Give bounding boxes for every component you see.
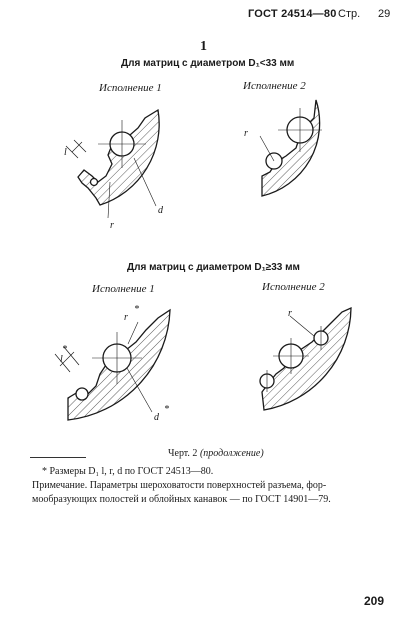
drawing-g2-v1	[55, 310, 170, 420]
g2-label-d: d	[154, 412, 159, 423]
section-number: 1	[200, 39, 207, 54]
group1-variant2-label: Исполнение 2	[243, 80, 306, 92]
figure-caption	[168, 448, 264, 459]
g1-label-d: d	[158, 205, 163, 216]
g2-label-r: r	[124, 312, 128, 323]
g2-label-r-star: *	[134, 304, 139, 315]
figure-caption-suffix: (продолжение)	[199, 448, 264, 459]
drawing-g2-v2	[260, 308, 351, 410]
figure-caption-prefix: Черт. 2	[168, 448, 198, 459]
g2-label-d-star: *	[164, 404, 169, 415]
g2-label-l: l	[60, 354, 63, 365]
g1-label-l: l	[64, 147, 67, 158]
g2v2-label-r: r	[288, 308, 292, 319]
footnote-rule	[30, 457, 86, 458]
note-line-1: Примечание. Параметры шероховатости поверхностей разъема, фор-	[32, 480, 327, 491]
group2-variant2-label: Исполнение 2	[262, 281, 325, 293]
header-page-number: 29	[378, 8, 391, 20]
g2-label-l-star: *	[62, 344, 67, 355]
g1v2-label-r: r	[244, 128, 248, 139]
header-standard: ГОСТ 24514—80	[248, 8, 337, 20]
group1-variant1-label: Исполнение 1	[99, 82, 162, 94]
drawing-g1-v2	[260, 100, 322, 196]
g1-label-r: r	[110, 220, 114, 231]
folio-page-number: 209	[364, 594, 385, 608]
group2-variant1-label: Исполнение 1	[92, 283, 155, 295]
group1-caption: Для матриц с диаметром D₁<33 мм	[121, 58, 295, 69]
group2-caption: Для матриц с диаметром D₁≥33 мм	[127, 262, 300, 273]
header-page-label: Стр.	[338, 8, 361, 20]
drawing-g1-v1	[66, 110, 159, 218]
footnote: * Размеры D₁ l, r, d по ГОСТ 24513—80.	[42, 466, 214, 477]
note-line-2: мообразующих полостей и облойных канавок — по ГОСТ 14901—79.	[32, 494, 331, 505]
